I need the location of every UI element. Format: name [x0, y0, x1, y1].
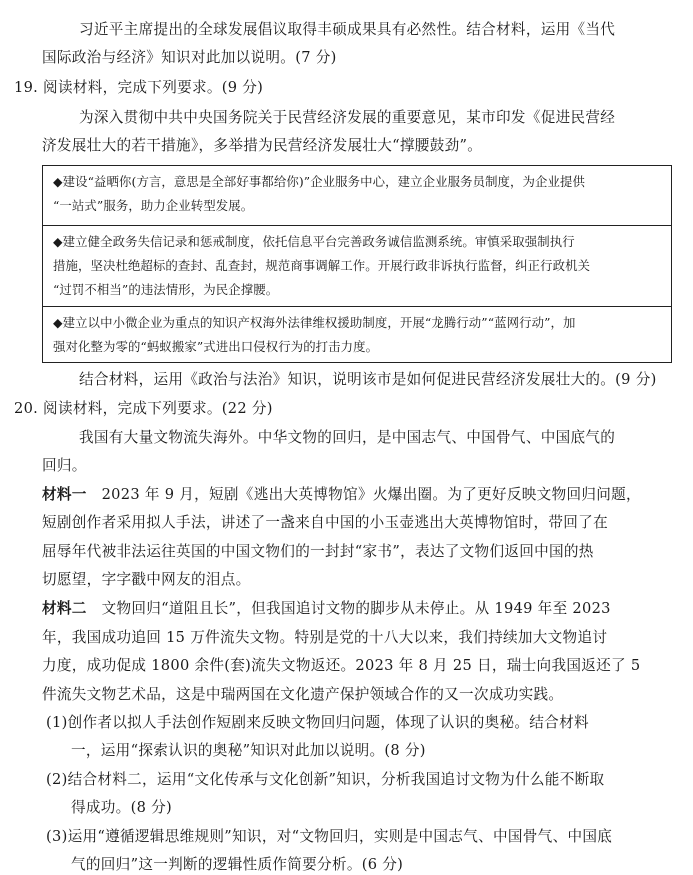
material2-label: 材料二: [42, 600, 87, 617]
q20-intro-line2: 回归。: [42, 457, 87, 474]
q20-sub1-line1: (1)创作者以拟人手法创作短剧来反映文物回归问题，体现了认识的奥秘。结合材料: [46, 714, 589, 731]
material2-line2: 年，我国成功追回 15 万件流失文物。特别是党的十八大以来，我们持续加大文物追讨: [42, 629, 608, 646]
measure-line: 强对化整为零的“蚂蚁搬家”式进出口侵权行为的打击力度。: [53, 339, 379, 354]
material1-line2: 短剧创作者采用拟人手法，讲述了一盏来自中国的小玉壶逃出大英博物馆时，带回了在: [42, 514, 608, 531]
q19-para-line2: 济发展壮大的若干措施》，多举措为民营经济发展壮大“撑腰鼓劲”。: [42, 137, 483, 154]
q19-measure-box-2: [42, 225, 672, 307]
q18-text-line1: 习近平主席提出的全球发展倡议取得丰硕成果具有必然性。结合材料，运用《当代: [79, 21, 616, 38]
q20-intro-line1: 我国有大量文物流失海外。中华文物的回归，是中国志气、中国骨气、中国底气的: [79, 429, 616, 446]
material2-line4: 件流失文物艺术品，这是中瑞两国在文化遗产保护领域合作的又一次成功实践。: [42, 686, 564, 703]
q19-measure-box-1: [42, 165, 672, 226]
material1-line3: 屈辱年代被非法运往英国的中国文物们的一封封“家书”，表达了文物们返回中国的热: [42, 543, 594, 560]
material1-line4: 切愿望，字字戳中网友的泪点。: [42, 571, 251, 588]
measure-line: “一站式”服务，助力企业转型发展。: [53, 198, 254, 213]
measure-line: ◆建立以中小微企业为重点的知识产权海外法律维权援助制度，开展“龙腾行动”“蓝网行动”，加: [53, 315, 576, 330]
measure-line: ◆建设“益晒你(方言，意思是全部好事都给你)”企业服务中心，建立企业服务员制度，为企业提供: [53, 174, 585, 189]
material1-label: 材料一: [42, 486, 87, 503]
q19-header: 19. 阅读材料，完成下列要求。(9 分): [14, 79, 264, 96]
q18-text-line2: 国际政治与经济》知识对此加以说明。(7 分): [42, 49, 337, 66]
q20-sub3-line1: (3)运用“遵循逻辑思维规则”知识，对“文物回归，实则是中国志气、中国骨气、中国底: [46, 828, 613, 845]
material2-line3: 力度，成功促成 1800 余件(套)流失文物返还。2023 年 8 月 25 日，瑞士向我国返还了 5: [42, 657, 641, 674]
material1-line1: [42, 485, 641, 505]
q19-measure-box-3: [42, 306, 672, 363]
measure-line: 措施，坚决杜绝超标的查封、乱查封，规范商事调解工作。开展行政非诉执行监督，纠正行政机关: [53, 258, 591, 273]
material2-line1: [42, 599, 611, 619]
q19-question: 结合材料，运用《政治与法治》知识，说明该市是如何促进民营经济发展壮大的。(9 分): [79, 371, 657, 388]
q20-sub1-line2: 一，运用“探索认识的奥秘”知识对此加以说明。(8 分): [71, 742, 426, 759]
material2-text: 文物回归“道阻且长”，但我国追讨文物的脚步从未停止。从 1949 年至 2023: [101, 600, 611, 617]
measure-line: ◆建立健全政务失信记录和惩戒制度，依托信息平台完善政务诚信监测系统。审慎采取强制执行: [53, 234, 575, 249]
q20-sub3-line2: 气的回归”这一判断的逻辑性质作简要分析。(6 分): [71, 856, 404, 873]
q20-header: 20. 阅读材料，完成下列要求。(22 分): [14, 400, 273, 417]
q20-sub2-line2: 得成功。(8 分): [71, 799, 172, 816]
material1-text: 2023 年 9 月，短剧《逃出大英博物馆》火爆出圈。为了更好反映文物回归问题，: [101, 486, 641, 503]
measure-line: “过罚不相当”的违法情形，为民企撑腰。: [53, 282, 279, 297]
q20-sub2-line1: (2)结合材料二，运用“文化传承与文化创新”知识，分析我国追讨文物为什么能不断取: [46, 771, 605, 788]
q19-para-line1: 为深入贯彻中共中央国务院关于民营经济发展的重要意见，某市印发《促进民营经: [79, 109, 616, 126]
